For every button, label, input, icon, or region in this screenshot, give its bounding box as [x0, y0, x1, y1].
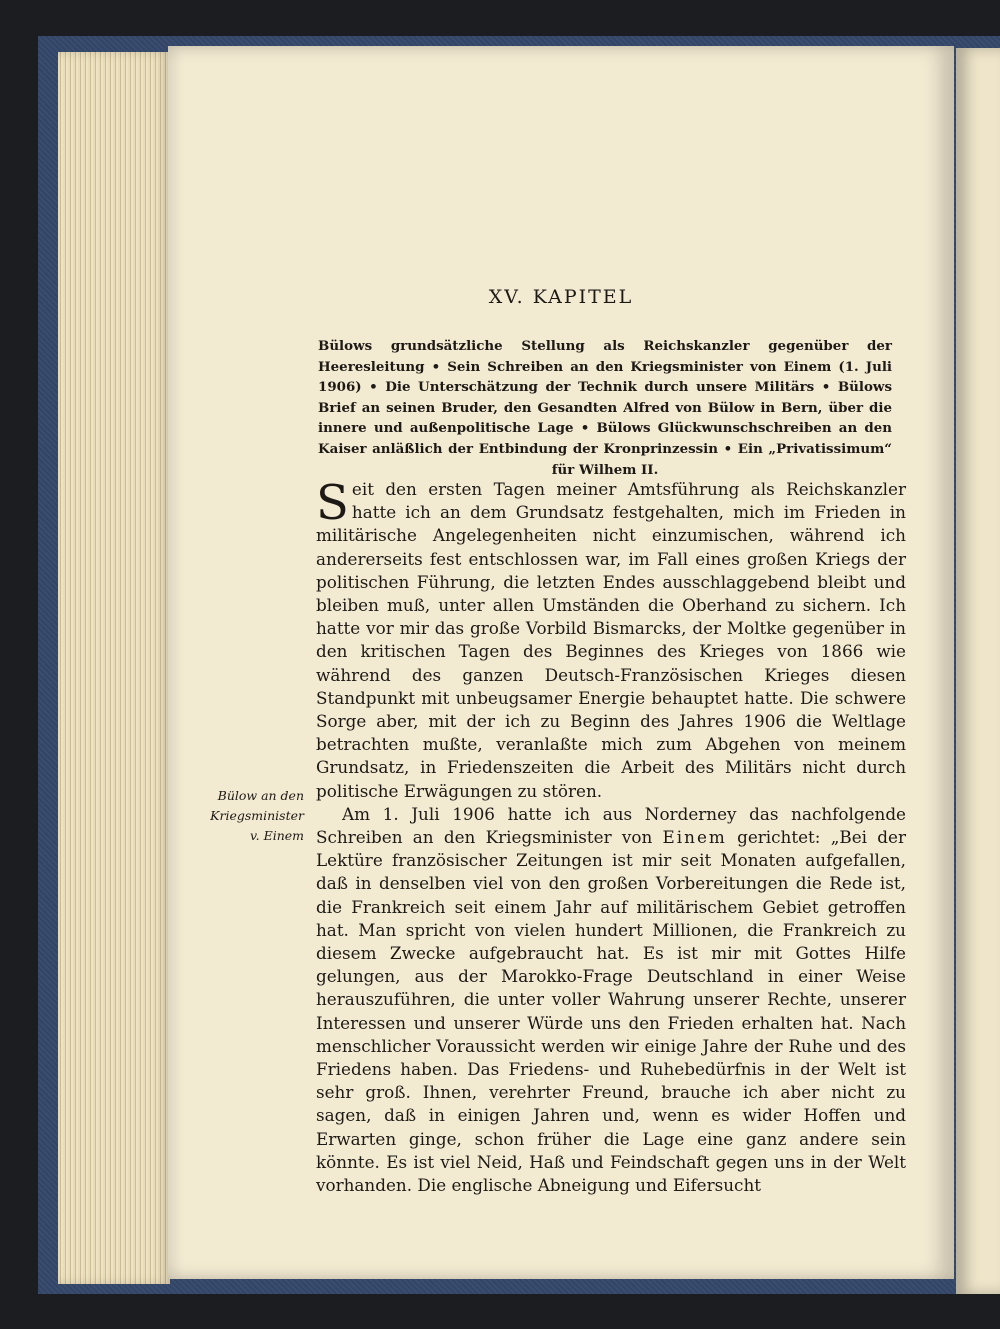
spaced-name: Einem — [662, 827, 727, 848]
chapter-summary: Bülows grundsätzliche Stellung als Reichskanzler gegenüber der Heeresleitung • Sein Schreiben an den Kriegsminister von Einem (1. Juli 1906) • Die Unterschätzung der Technik durch unsere Militärs • Bülows Brief an seinen Bruder, den Gesandten Alfred von Bülow in Bern, über die innere und außenpolitische Lage • Bülows Glückwunschschreiben an den Kaiser anläßlich der Entbindung der Kronprinzessin • Ein „Privatissimum“ für Wilhem II. — [318, 338, 892, 478]
margin-note-line: v. Einem — [250, 828, 304, 843]
paragraph-2-text-rest: gerichtet: „Bei der Lektüre französischer Zeitungen ist mir seit Monaten aufgefallen, daß in denselben viel von den großen Vorbereitungen die Rede ist, die Frankreich seit einem Jahr auf militärischem Gebiet getroffen hat. Man spricht von vielen hundert Millionen, die Frankreich zu diesem Zwecke aufgebraucht hat. Es ist mir mit Gottes Hilfe gelungen, aus der Marokko-Frage Deutschland in einer Weise herauszuführen, die unter voller Wahrung unserer Rechte, unserer Interessen und unserer Würde uns den Frieden erhalten hat. Nach menschlicher Voraussicht werden wir einige Jahre der Ruhe und des Friedens haben. Das Friedens- und Ruhebedürfnis in der Welt ist sehr groß. Ihnen, verehrter Freund, brauche ich aber nicht zu sagen, daß in einigen Jahren und, wenn es wider Hoffen und Erwarten ginge, schon früher die Lage eine ganz andere sein könnte. Es ist viel Neid, Haß und Feindschaft gegen uns in der Welt vorhanden. Die englische Abneigung und Eifersucht — [316, 827, 906, 1196]
margin-note-line: Kriegsminister — [210, 808, 304, 823]
page-edges — [58, 52, 170, 1284]
margin-note-line: Bülow an den — [217, 788, 304, 803]
drop-cap: S — [316, 475, 349, 531]
paragraph-1-text: eit den ersten Tagen meiner Amtsführung als Reichskanzler hatte ich an dem Grundsatz festgehalten, mich im Frieden in militärische Angelegenheiten nicht einzumischen, während ich andererseits fest entschlossen war, im Fall eines großen Kriegs der politischen Führung, die letzten Endes ausschlaggebend bleibt und bleiben muß, unter allen Umständen die Oberhand zu sichern. Ich hatte vor mir das große Vorbild Bismarcks, der Moltke gegenüber in den kritischen Tagen des Beginnes des Krieges von 1866 wie während des ganzen Deutsch-Französischen Krieges diesen Standpunkt mit unbeugsamer Energie behauptet hatte. Die schwere Sorge aber, mit der ich zu Beginn des Jahres 1906 die Weltlage betrachten mußte, veranlaßte mich zum Abgehen von meinem Grundsatz, in Friedenszeiten die Arbeit des Militärs nicht durch politische Erwägungen zu stören. — [316, 479, 906, 801]
chapter-title: XV. KAPITEL — [488, 286, 634, 308]
paragraph-2-text-start: Am 1. Juli 1906 hatte ich aus Norderney das nachfolgende Schreiben an den Kriegsminister von — [316, 803, 906, 848]
facing-page-edge — [956, 48, 1000, 1294]
paragraph-1 — [316, 475, 906, 803]
paragraph-2 — [316, 803, 906, 1197]
body-text — [316, 475, 906, 1197]
margin-note — [196, 786, 304, 846]
